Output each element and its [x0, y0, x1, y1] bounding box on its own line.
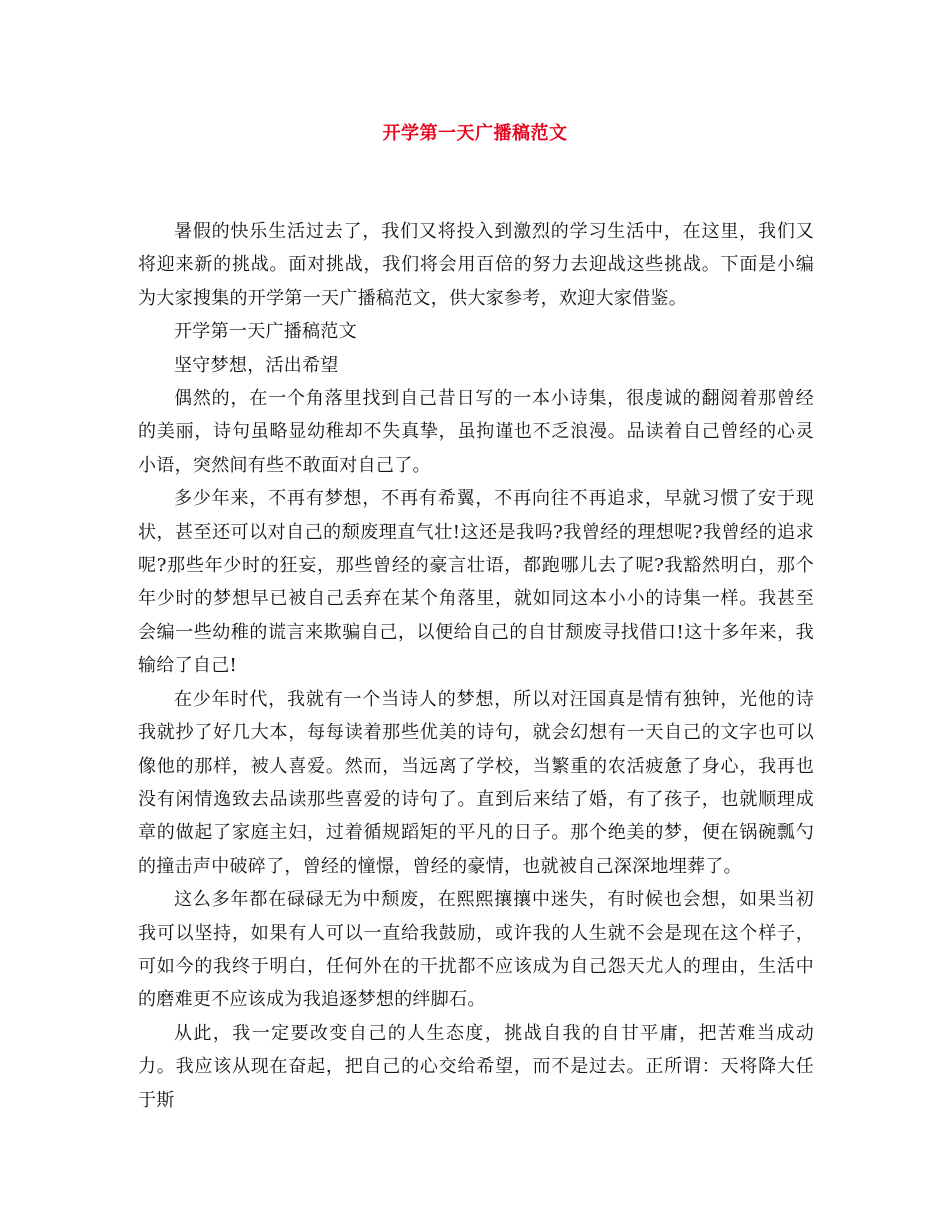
- paragraph: 从此，我一定要改变自己的人生态度，挑战自我的自甘平庸，把苦难当成动力。我应该从现在奋起，把自己的心交给希望，而不是过去。正所谓：天将降大任于斯: [138, 1022, 814, 1111]
- paragraph: 这么多年都在碌碌无为中颓废，在熙熙攘攘中迷失，有时候也会想，如果当初我可以坚持，如果有人可以一直给我鼓励，或许我的人生就不会是现在这个样子，可如今的我终于明白，任何外在的干扰都不应该成为自己怨天尤人的理由，生活中的磨难更不应该成为我追逐梦想的绊脚石。: [138, 889, 814, 1011]
- paragraph-heading: 开学第一天广播稿范文: [174, 321, 357, 343]
- paragraph-intro: 暑假的快乐生活过去了，我们又将投入到激烈的学习生活中，在这里，我们又将迎来新的挑战。面对挑战，我们将会用百倍的努力去迎战这些挑战。下面是小编为大家搜集的开学第一天广播稿范文，供大家参考，欢迎大家借鉴。: [138, 221, 814, 309]
- paragraph: 在少年时代，我就有一个当诗人的梦想，所以对汪国真是情有独钟，光他的诗我就抄了好几大本，每每读着那些优美的诗句，就会幻想有一天自己的文字也可以像他的那样，被人喜爱。然而，当远离了学校，当繁重的农活疲惫了身心，我再也没有闲情逸致去品读那些喜爱的诗句了。直到后来结了婚，有了孩子，也就顺理成章的做起了家庭主妇，过着循规蹈矩的平凡的日子。那个绝美的梦，便在锅碗瓢勺的撞击声中破碎了，曾经的憧憬，曾经的豪情，也就被自己深深地埋葬了。: [138, 688, 814, 877]
- paragraph: 偶然的，在一个角落里找到自己昔日写的一本小诗集，很虔诚的翻阅着那曾经的美丽，诗句虽略显幼稚却不失真挚，虽拘谨也不乏浪漫。品读着自己曾经的心灵小语，突然间有些不敢面对自己了。: [138, 388, 814, 476]
- document-title: 开学第一天广播稿范文: [382, 123, 568, 144]
- paragraph-subtitle: 坚守梦想，活出希望: [174, 354, 339, 376]
- paragraph: 多少年来，不再有梦想，不再有希翼，不再向往不再追求，早就习惯了安于现状，甚至还可以对自己的颓废理直气壮!这还是我吗?我曾经的理想呢?我曾经的追求呢?那些年少时的狂妄，那些曾经的豪言壮语，都跑哪儿去了呢?我豁然明白，那个年少时的梦想早已被自己丢弃在某个角落里，就如同这本小小的诗集一样。我甚至会编一些幼稚的谎言来欺骗自己，以便给自己的自甘颓废寻找借口!这十多年来，我输给了自己!: [138, 488, 814, 677]
- document-body: [138, 215, 814, 1117]
